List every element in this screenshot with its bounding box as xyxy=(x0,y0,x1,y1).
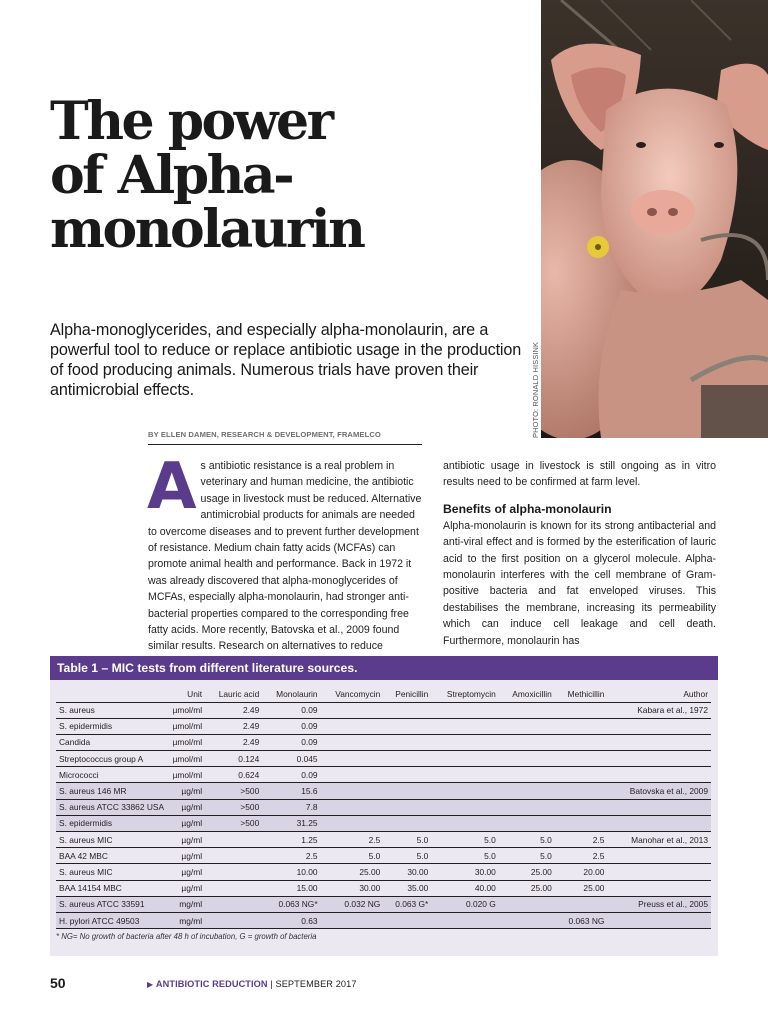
table-cell: 30.00 xyxy=(431,864,498,880)
table-cell: 31.25 xyxy=(262,815,320,831)
table-cell xyxy=(499,751,555,767)
table-cell: S. epidermidis xyxy=(56,718,167,734)
table-cell: µg/ml xyxy=(167,880,205,896)
table-cell: 7.8 xyxy=(262,799,320,815)
table-cell: mg/ml xyxy=(167,896,205,912)
table-cell: 2.49 xyxy=(205,702,262,718)
table-cell xyxy=(431,751,498,767)
table-cell: µg/ml xyxy=(167,848,205,864)
table-cell: µg/ml xyxy=(167,832,205,848)
table-cell xyxy=(607,734,711,750)
table-cell: 30.00 xyxy=(321,880,384,896)
table-cell xyxy=(607,799,711,815)
table-cell: >500 xyxy=(205,799,262,815)
table-cell: 5.0 xyxy=(383,832,431,848)
table-cell: Micrococci xyxy=(56,767,167,783)
drop-cap: A xyxy=(147,450,197,524)
column-header: Vancomycin xyxy=(321,686,384,702)
table-cell: 0.09 xyxy=(262,734,320,750)
table-cell: µg/ml xyxy=(167,864,205,880)
table-cell xyxy=(321,767,384,783)
table-cell xyxy=(555,718,608,734)
body-text: s antibiotic resistance is a real problem in veterinary and human medicine, the antibiotic usage in livestock must be reduced. Alternative antimicrobial products for animals are needed to overcome diseases and to prevent further development of resistance. Medium chain fatty acids (MCFAs) can promote animal health and performance. Back in 1972 it was already discovered that alpha-monoglycerides of MCFAs, especially alpha-monolaurin, had stronger anti-bacterial properties compared to the corresponding free fatty acids. More recently, Batovska et al., 2009 found similar results. Research on alternatives to reduce xyxy=(148,460,422,653)
column-header: Methicillin xyxy=(555,686,608,702)
column-header: Lauric acid xyxy=(205,686,262,702)
table-cell: µmol/ml xyxy=(167,751,205,767)
table-cell: 2.5 xyxy=(321,832,384,848)
table-cell: BAA 42 MBC xyxy=(56,848,167,864)
table-cell xyxy=(321,815,384,831)
table-cell xyxy=(555,896,608,912)
table-cell xyxy=(431,767,498,783)
table-cell: S. aureus 146 MR xyxy=(56,783,167,799)
table-cell: 0.020 G xyxy=(431,896,498,912)
column-header: Amoxicillin xyxy=(499,686,555,702)
table-row xyxy=(56,896,711,912)
table-cell: 0.63 xyxy=(262,912,320,928)
table-cell: µmol/ml xyxy=(167,702,205,718)
table-cell xyxy=(607,864,711,880)
table-cell xyxy=(555,767,608,783)
table-row xyxy=(56,783,711,799)
table-cell xyxy=(499,734,555,750)
table-row xyxy=(56,734,711,750)
table-cell: 5.0 xyxy=(499,848,555,864)
table-cell: 0.063 G* xyxy=(383,896,431,912)
table-row xyxy=(56,718,711,734)
table-cell xyxy=(383,912,431,928)
table-cell xyxy=(205,896,262,912)
table-cell: 0.09 xyxy=(262,718,320,734)
table-cell: 25.00 xyxy=(499,864,555,880)
table-cell xyxy=(321,718,384,734)
table-cell: S. aureus MIC xyxy=(56,864,167,880)
table-cell xyxy=(607,848,711,864)
table-cell: 2.49 xyxy=(205,718,262,734)
table-cell: 25.00 xyxy=(321,864,384,880)
table-cell: 5.0 xyxy=(499,832,555,848)
table-cell xyxy=(431,783,498,799)
table-cell: 5.0 xyxy=(431,848,498,864)
table-cell xyxy=(431,799,498,815)
table-cell: 2.5 xyxy=(555,832,608,848)
title-line: The power xyxy=(50,91,332,152)
table-cell xyxy=(555,783,608,799)
table-cell: µg/ml xyxy=(167,783,205,799)
table-cell xyxy=(555,734,608,750)
table-cell: 0.624 xyxy=(205,767,262,783)
body-column-right xyxy=(443,458,716,649)
table-cell xyxy=(499,912,555,928)
table-cell: 25.00 xyxy=(555,880,608,896)
table-cell xyxy=(383,815,431,831)
table-cell: 0.124 xyxy=(205,751,262,767)
table-cell: 5.0 xyxy=(431,832,498,848)
table-cell: 2.5 xyxy=(555,848,608,864)
table-cell: 1.25 xyxy=(262,832,320,848)
table-cell xyxy=(431,912,498,928)
table-cell xyxy=(321,702,384,718)
table-cell: >500 xyxy=(205,783,262,799)
table-cell: S. aureus xyxy=(56,702,167,718)
table-cell xyxy=(321,912,384,928)
title-line: monolaurin xyxy=(50,199,364,260)
table-cell xyxy=(499,799,555,815)
table-cell: 2.49 xyxy=(205,734,262,750)
table-cell xyxy=(205,864,262,880)
table-cell: µg/ml xyxy=(167,799,205,815)
table-cell: Kabara et al., 1972 xyxy=(607,702,711,718)
table-cell: >500 xyxy=(205,815,262,831)
table-row xyxy=(56,799,711,815)
table-cell xyxy=(499,783,555,799)
table-cell xyxy=(555,815,608,831)
pig-photo xyxy=(541,0,768,438)
table-cell xyxy=(205,832,262,848)
table-cell: µmol/ml xyxy=(167,718,205,734)
table-cell: 2.5 xyxy=(262,848,320,864)
footer-section: ANTIBIOTIC REDUCTION xyxy=(155,979,268,989)
table-cell xyxy=(383,767,431,783)
table-row xyxy=(56,702,711,718)
table-title: Table 1 – MIC tests from different literature sources. xyxy=(50,656,718,680)
table-cell: Streptococcus group A xyxy=(56,751,167,767)
table-row xyxy=(56,912,711,928)
section-subheading: Benefits of alpha-monolaurin xyxy=(443,501,612,516)
table-row xyxy=(56,848,711,864)
table-cell xyxy=(383,783,431,799)
table-cell xyxy=(555,702,608,718)
table-cell xyxy=(431,702,498,718)
table-cell xyxy=(607,880,711,896)
page-number: 50 xyxy=(50,975,66,991)
table-cell xyxy=(383,751,431,767)
table-cell: µg/ml xyxy=(167,815,205,831)
article-intro: Alpha-monoglycerides, and especially alpha-monolaurin, are a powerful tool to reduce or replace antibiotic usage in the production of food producing animals. Numerous trials have proven their antimicrobial effects. xyxy=(50,321,522,399)
column-header: Streptomycin xyxy=(431,686,498,702)
table-cell xyxy=(383,718,431,734)
mic-table xyxy=(56,686,711,929)
table-cell: 20.00 xyxy=(555,864,608,880)
table-row xyxy=(56,880,711,896)
table-cell xyxy=(205,912,262,928)
table-cell: 10.00 xyxy=(262,864,320,880)
table-cell: µmol/ml xyxy=(167,767,205,783)
table-cell xyxy=(499,718,555,734)
table-cell: 0.063 NG xyxy=(555,912,608,928)
table-cell xyxy=(499,815,555,831)
table-cell xyxy=(321,734,384,750)
table-cell: µmol/ml xyxy=(167,734,205,750)
table-cell: 0.09 xyxy=(262,767,320,783)
byline: BY ELLEN DAMEN, RESEARCH & DEVELOPMENT, FRAMELCO xyxy=(148,430,422,445)
table-cell xyxy=(607,912,711,928)
table-cell xyxy=(607,751,711,767)
table-cell: 0.045 xyxy=(262,751,320,767)
title-line: of Alpha- xyxy=(50,145,293,206)
table-cell: 35.00 xyxy=(383,880,431,896)
table-cell xyxy=(431,734,498,750)
table-cell: Batovska et al., 2009 xyxy=(607,783,711,799)
table-cell xyxy=(555,751,608,767)
table-cell: 0.063 NG* xyxy=(262,896,320,912)
table-cell: BAA 14154 MBC xyxy=(56,880,167,896)
table-cell: 25.00 xyxy=(499,880,555,896)
body-column-left xyxy=(147,450,422,655)
table-row xyxy=(56,832,711,848)
table-cell: 5.0 xyxy=(321,848,384,864)
table-cell: S. epidermidis xyxy=(56,815,167,831)
article-title xyxy=(50,91,520,260)
photo-credit: PHOTO: RONALD HISSINK xyxy=(531,341,540,438)
table-row xyxy=(56,751,711,767)
table-cell xyxy=(321,799,384,815)
table-cell xyxy=(431,815,498,831)
table-cell: 40.00 xyxy=(431,880,498,896)
table-cell: 30.00 xyxy=(383,864,431,880)
table-cell xyxy=(607,767,711,783)
table-body xyxy=(56,702,711,929)
footer-separator: | xyxy=(270,979,273,989)
table-cell: S. aureus ATCC 33862 USA xyxy=(56,799,167,815)
table-cell: S. aureus ATCC 33591 xyxy=(56,896,167,912)
body-text: Alpha-monolaurin is known for its strong antibacterial and anti-viral effect and is formed by the esterification of lauric acid to the first position on a glycerol molecule. Alpha-monolaurin interferes with the cell membrane of Gram-positive bacteria and fat enveloped viruses. This destabilises the membrane, increasing its permeability which can induce cell leakage and cell death. Furthermore, monolaurin has xyxy=(443,519,716,647)
table-cell xyxy=(383,799,431,815)
table-cell: Manohar et al., 2013 xyxy=(607,832,711,848)
table-cell xyxy=(321,783,384,799)
table-cell xyxy=(321,751,384,767)
table-cell xyxy=(555,799,608,815)
table-cell: Preuss et al., 2005 xyxy=(607,896,711,912)
footer-issue: SEPTEMBER 2017 xyxy=(275,979,357,989)
table-row xyxy=(56,767,711,783)
table-cell xyxy=(499,702,555,718)
table-row xyxy=(56,815,711,831)
table-cell xyxy=(205,880,262,896)
table-cell xyxy=(499,896,555,912)
table-cell xyxy=(383,734,431,750)
table-footnote: * NG= No growth of bacteria after 48 h of incubation, G = growth of bacteria xyxy=(56,932,317,941)
arrow-icon: ▶ xyxy=(147,980,154,989)
table-cell: 0.032 NG xyxy=(321,896,384,912)
table-cell: H. pylori ATCC 49503 xyxy=(56,912,167,928)
table-cell xyxy=(607,815,711,831)
table-cell xyxy=(499,767,555,783)
table-cell: 0.09 xyxy=(262,702,320,718)
body-text: antibiotic usage in livestock is still ongoing as in vitro results need to be confirmed at farm level. xyxy=(443,460,716,489)
table-cell: mg/ml xyxy=(167,912,205,928)
running-footer xyxy=(147,979,357,989)
column-header: Penicillin xyxy=(383,686,431,702)
table-header-row xyxy=(56,686,711,702)
mic-table-box xyxy=(50,656,718,956)
table-row xyxy=(56,864,711,880)
table-cell xyxy=(383,702,431,718)
table-cell: Candida xyxy=(56,734,167,750)
column-header: Unit xyxy=(167,686,205,702)
column-header: Monolaurin xyxy=(262,686,320,702)
column-header: Author xyxy=(607,686,711,702)
column-header xyxy=(56,686,167,702)
table-cell: 15.6 xyxy=(262,783,320,799)
table-cell: 15.00 xyxy=(262,880,320,896)
table-cell xyxy=(431,718,498,734)
table-cell xyxy=(607,718,711,734)
table-cell xyxy=(205,848,262,864)
table-cell: 5.0 xyxy=(383,848,431,864)
table-cell: S. aureus MIC xyxy=(56,832,167,848)
